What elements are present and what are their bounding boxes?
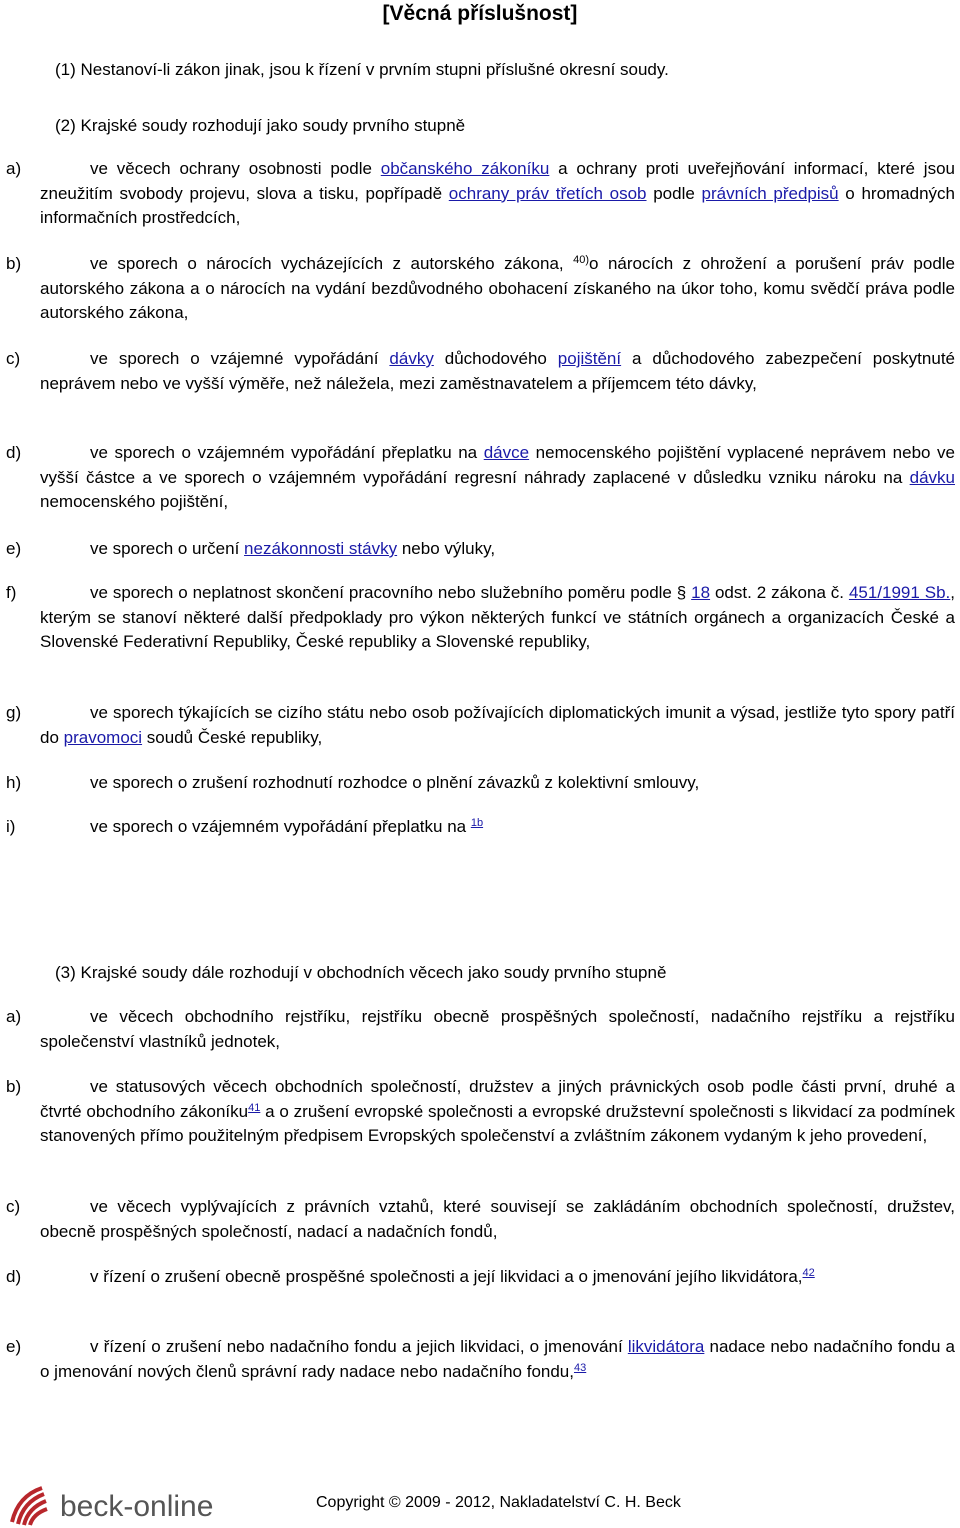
item-text: ve věcech ochrany osobnosti podle občanského zákoníku a ochrany proti uveřejňování informací, které jsou zneužitím svobody projevu, slova a tisku, popřípadě ochrany práv třetích osob podle právních předpisů o hromadných informačních prostředcích,: [40, 159, 955, 228]
paragraph-2-intro: (2) Krajské soudy rozhodují jako soudy prvního stupně: [55, 116, 466, 135]
item-label: e): [6, 539, 22, 558]
item-text: ve sporech o vzájemné vypořádání dávky důchodového pojištění a důchodového zabezpečení poskytnuté neprávem nebo ve vyšší výměře, než náležela, mezi zaměstnavatelem a příjemcem této dávky,: [40, 349, 955, 393]
beck-logo-icon: [12, 1488, 47, 1525]
footnote-link-41[interactable]: 41: [248, 1101, 261, 1114]
item-label: b): [6, 254, 22, 273]
item-label: b): [6, 1077, 22, 1096]
item-label: a): [6, 1007, 22, 1026]
item-label: c): [6, 349, 21, 368]
link-likvidatora[interactable]: likvidátora: [627, 1337, 705, 1356]
link-paragraf-18[interactable]: 18: [691, 583, 711, 602]
paragraph-1: (1) Nestanoví-li zákon jinak, jsou k řízení v prvním stupni příslušné okresní soudy.: [55, 60, 669, 79]
logo-text: beck-online: [60, 1490, 214, 1523]
item-label: i): [6, 817, 16, 836]
link-davky[interactable]: dávky: [389, 349, 434, 368]
footnote-link-43[interactable]: 43: [573, 1361, 587, 1374]
footnote-link-1b[interactable]: 1b: [470, 817, 484, 829]
item-text: ve sporech týkajících se cizího státu nebo osob požívajících diplomatických imunit a výsad, jestliže tyto spory patří do pravomoci soudů České republiky,: [40, 703, 955, 747]
link-ochrany-prav[interactable]: ochrany práv třetích osob: [448, 183, 647, 203]
item-label: a): [6, 159, 22, 178]
paragraph-3-intro: (3) Krajské soudy dále rozhodují v obchodních věcech jako soudy prvního stupně: [55, 963, 667, 982]
footnote-link-42[interactable]: 42: [802, 1267, 815, 1279]
item-label: c): [6, 1197, 21, 1216]
page-footer: [0, 1478, 960, 1528]
item-label: e): [6, 1337, 22, 1356]
beck-online-logo: [8, 1482, 248, 1526]
item-label: f): [6, 583, 17, 602]
link-davku[interactable]: dávku: [909, 467, 955, 487]
item-text: ve sporech o nárocích vycházejících z autorského zákona, $^{40)}$o nárocích z ohrožení a porušení práv podle autorského zákona a o nárocích na vydání bezdůvodného obohacení získaného na úkor toho, komu svědčí práva podle autorského zákona,: [40, 254, 956, 323]
link-pravomoci[interactable]: pravomoci: [63, 727, 143, 747]
link-obcansky-zakonik[interactable]: občanského zákoníku: [380, 159, 550, 178]
item-text: ve věcech vyplývajících z právních vztahů, které souvisejí se zakládáním obchodních společností, družstev, obecně prospěšných společností, nadací a nadačních fondů,: [40, 1197, 955, 1241]
item-label: h): [6, 773, 22, 792]
link-nezakonnosti-stavky[interactable]: nezákonnosti stávky: [244, 539, 398, 558]
link-zakon-451-1991[interactable]: 451/1991 Sb.: [848, 583, 951, 602]
item-text: v řízení o zrušení obecně prospěšné společnosti a její likvidaci a o jmenování jejího likvidátora,$^{42}$: [90, 1267, 815, 1286]
item-text: ve věcech obchodního rejstříku, rejstříku obecně prospěšných společností, nadačního rejstříku a rejstříku společenství vlastníků jednotek,: [40, 1007, 955, 1051]
item-text: ve sporech o zrušení rozhodnutí rozhodce o plnění závazků z kolektivní smlouvy,: [90, 773, 700, 792]
link-pravnich-predpisu[interactable]: právních předpisů: [701, 183, 839, 203]
copyright-text: Copyright © 2009 - 2012, Nakladatelství C. H. Beck: [316, 1494, 681, 1511]
page-title: [Věcná příslušnost]: [382, 2, 578, 25]
item-text: ve sporech o vzájemném vypořádání přeplatku na $^{1b}$: [90, 817, 484, 836]
link-davce[interactable]: dávce: [483, 443, 530, 462]
item-label: d): [6, 1267, 22, 1286]
item-text: v řízení o zrušení nebo nadačního fondu a jejich likvidaci, o jmenování likvidátora nadace nebo nadačního fondu a o jmenování nových členů správní rady nadace nebo nadačního fondu,$^{43}$: [40, 1337, 955, 1381]
item-label: g): [6, 703, 22, 722]
link-pojisteni[interactable]: pojištění: [557, 349, 622, 368]
item-text: ve sporech o určení nezákonnosti stávky nebo výluky,: [90, 539, 496, 558]
item-text: ve sporech o neplatnost skončení pracovního nebo služebního poměru podle § 18 odst. 2 zákona č. 451/1991 Sb., kterým se stanoví některé další předpoklady pro výkon některých funkcí ve státních orgánech a organizacích České a Slovenské Federativní Republiky, České republiky a Slovenské republiky,: [40, 583, 955, 652]
item-text: ve statusových věcech obchodních společností, družstev a jiných právnických osob podle části první, druhé a čtvrté obchodního zákoníku$^{41}$ a o zrušení evropské společnosti a evropské družstevní společnosti s likvidací za podmínek stanovených přímo použitelným předpisem Evropských společenství a zvláštním zákonem vydaným k jeho provedení,: [40, 1077, 955, 1146]
item-text: ve sporech o vzájemném vypořádání přeplatku na dávce nemocenského pojištění vyplacené neprávem nebo ve vyšší částce a ve sporech o vzájemném vypořádání regresní náhrady zaplacené v důsledku vzniku nároku na dávku nemocenského pojištění,: [40, 443, 956, 512]
item-label: d): [6, 443, 22, 462]
footnote-ref: 40): [573, 254, 590, 266]
